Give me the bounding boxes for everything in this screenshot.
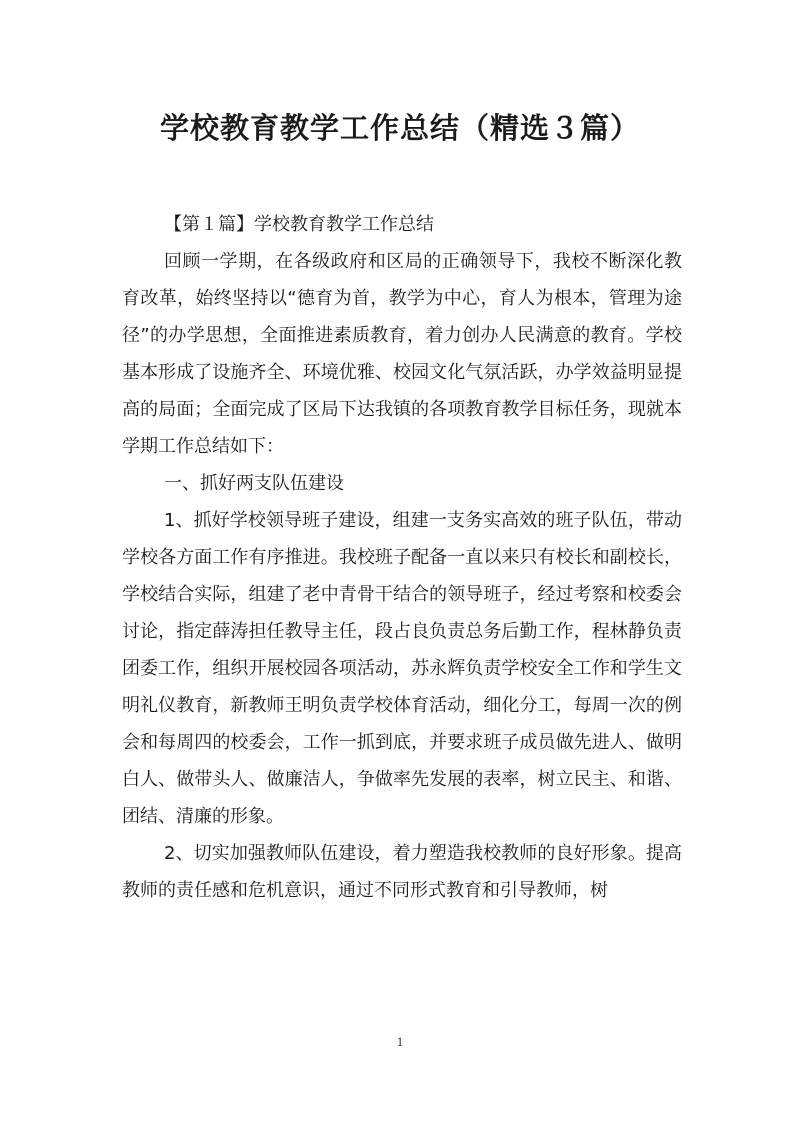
document-body [122, 206, 682, 909]
body-paragraph: 1、抓好学校领导班子建设，组建一支务实高效的班子队伍，带动学校各方面工作有序推进。我校班子配备一直以来只有校长和副校长，学校结合实际，组建了老中青骨干结合的领导班子，经过考察和校委会讨论，指定薛涛担任教导主任，段占良负责总务后勤工作，程林静负责团委工作，组织开展校园各项活动，苏永辉负责学校安全工作和学生文明礼仪教育，新教师王明负责学校体育活动，细化分工，每周一次的例会和每周四的校委会，工作一抓到底，并要求班子成员做先进人、做明白人、做带头人、做廉洁人，争做率先发展的表率，树立民主、和谐、团结、清廉的形象。 [122, 510, 682, 827]
page-number: 1 [396, 1034, 404, 1049]
document-title: 学校教育教学工作总结（精选３篇） [159, 111, 640, 145]
section-heading: 【第１篇】学校教育教学工作总结 [164, 214, 434, 235]
subsection-heading: 一、抓好两支队伍建设 [164, 473, 344, 494]
intro-paragraph: 回顾一学期，在各级政府和区局的正确领导下，我校不断深化教育改革，始终坚持以“德育为首，教学为中心，育人为根本，管理为途径”的办学思想，全面推进素质教育，着力创办人民满意的教育。学校基本形成了设施齐全、环境优雅、校园文化气氛活跃，办学效益明显提高的局面；全面完成了区局下达我镇的各项教育教学目标任务，现就本学期工作总结如下： [122, 251, 682, 457]
body-paragraph: 2、切实加强教师队伍建设，着力塑造我校教师的良好形象。提高教师的责任感和危机意识，通过不同形式教育和引导教师，树 [122, 843, 682, 901]
